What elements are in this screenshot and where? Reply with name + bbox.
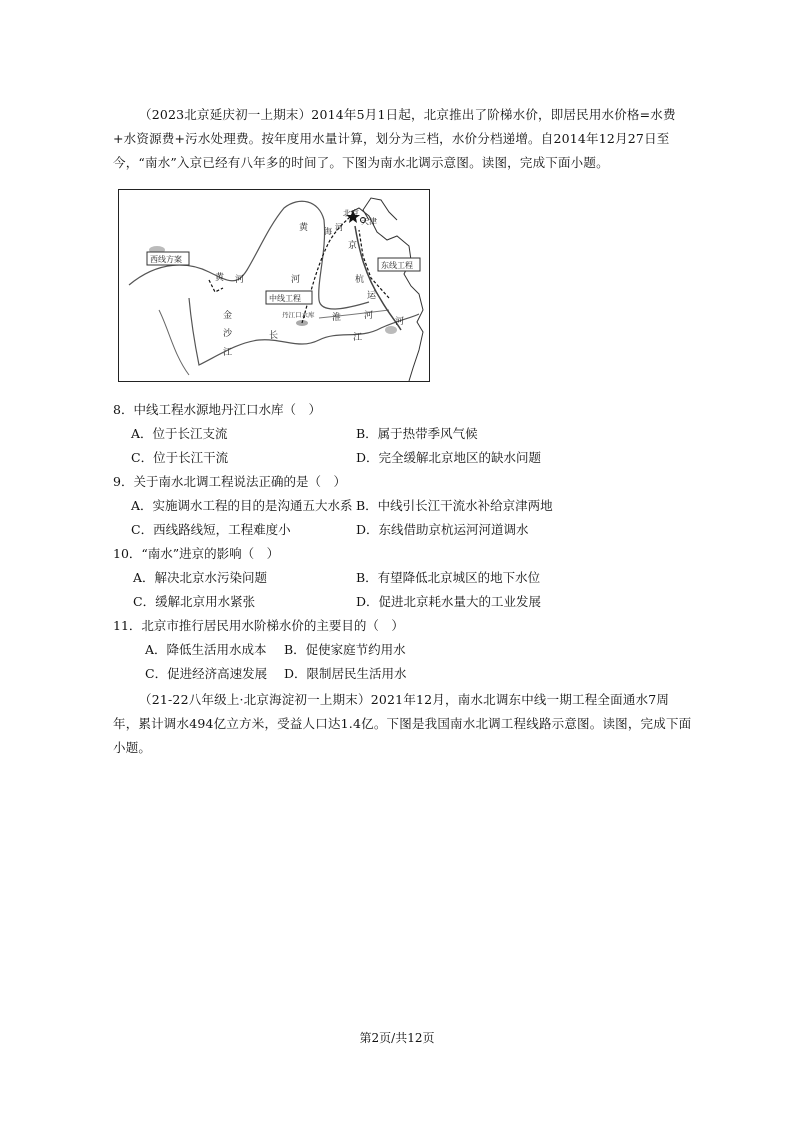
question-11-option-b[interactable]: B．促使家庭节约用水 bbox=[284, 642, 406, 657]
lake-taihu bbox=[385, 326, 397, 334]
question-8-stem: 8．中线工程水源地丹江口水库（ ） bbox=[113, 402, 321, 417]
label-jin: 金 bbox=[223, 311, 233, 321]
question-9-option-b[interactable]: B．中线引长江干流水补给京津两地 bbox=[356, 498, 553, 513]
question-10-option-b[interactable]: B．有望降低北京城区的地下水位 bbox=[356, 570, 541, 585]
label-east-route: 东线工程 bbox=[381, 261, 413, 270]
map-drawing bbox=[119, 190, 429, 381]
question-11-option-c[interactable]: C．促进经济高速发展 bbox=[145, 666, 268, 681]
label-jiang: 江 bbox=[223, 348, 233, 358]
label-huang-2: 黄 bbox=[215, 273, 225, 283]
question-11-stem: 11．北京市推行居民用水阶梯水价的主要目的（ ） bbox=[113, 618, 404, 633]
label-he-1: 河 bbox=[291, 275, 301, 285]
huai-river bbox=[319, 310, 389, 318]
label-hai: 海 bbox=[324, 227, 332, 236]
label-middle-route: 中线工程 bbox=[269, 294, 301, 303]
question-10-stem: 10．“南水”进京的影响（ ） bbox=[113, 546, 280, 561]
label-huai: 淮 bbox=[332, 313, 342, 323]
question-10-option-d[interactable]: D．促进北京耗水量大的工业发展 bbox=[356, 594, 542, 609]
label-beijing: 北京 bbox=[343, 209, 359, 218]
label-chang-jiang: 江 bbox=[353, 333, 363, 343]
question-9-option-c[interactable]: C．西线路线短，工程难度小 bbox=[131, 522, 291, 537]
question-8-option-b[interactable]: B．属于热带季风气候 bbox=[356, 426, 478, 441]
question-9-option-d[interactable]: D．东线借助京杭运河河道调水 bbox=[356, 522, 529, 537]
question-8-option-a[interactable]: A．位于长江支流 bbox=[131, 426, 228, 441]
question-9-option-a[interactable]: A．实施调水工程的目的是沟通五大水系 bbox=[131, 498, 353, 513]
question-10-option-c[interactable]: C．缓解北京用水紧张 bbox=[133, 594, 256, 609]
question-9-stem: 9．关于南水北调工程说法正确的是（ ） bbox=[113, 474, 346, 489]
label-jing: 京 bbox=[348, 241, 358, 251]
south-north-water-diversion-map bbox=[118, 189, 430, 382]
coastline bbox=[351, 208, 423, 381]
label-west-route: 西线方案 bbox=[150, 255, 182, 264]
jinsha-river bbox=[159, 310, 189, 375]
label-yun-he: 河 bbox=[395, 317, 405, 327]
question-10-option-a[interactable]: A．解决北京水污染问题 bbox=[133, 570, 268, 585]
label-tianjin: 天津 bbox=[361, 217, 377, 226]
label-yun: 运 bbox=[367, 291, 377, 301]
label-he-2: 河 bbox=[235, 275, 245, 285]
intro-paragraph-1: （2023北京延庆初一上期末）2014年5月1日起，北京推出了阶梯水价，即居民用水价格=水费+水资源费+污水处理费。按年度用水量计算，划分为三档，水价分档递增。自2014年12月27日至今，“南水”入京已经有八年多的时间了。下图为南水北调示意图。读图，完成下面小题。 bbox=[113, 107, 676, 170]
intro-paragraph-2: （21-22八年级上·北京海淀初一上期末）2021年12月，南水北调东中线一期工程全面通水7周年，累计调水494亿立方米，受益人口达1.4亿。下图是我国南水北调工程线路示意图。读图，完成下面小题。 bbox=[113, 692, 692, 755]
label-chang: 长 bbox=[269, 331, 279, 341]
question-8-option-d[interactable]: D．完全缓解北京地区的缺水问题 bbox=[356, 450, 542, 465]
question-11-option-a[interactable]: A．降低生活用水成本 bbox=[145, 642, 267, 657]
label-hang: 杭 bbox=[355, 275, 365, 285]
label-huang-1: 黄 bbox=[299, 223, 309, 233]
page-footer: 第2页/共12页 bbox=[359, 1031, 435, 1045]
label-hai-he: 河 bbox=[335, 223, 343, 232]
label-danjiangkou: 丹江口水库 bbox=[282, 311, 315, 319]
label-sha: 沙 bbox=[223, 329, 233, 339]
question-8-option-c[interactable]: C．位于长江干流 bbox=[131, 450, 229, 465]
label-huai-he: 河 bbox=[364, 311, 374, 321]
question-11-option-d[interactable]: D．限制居民生活用水 bbox=[284, 666, 407, 681]
